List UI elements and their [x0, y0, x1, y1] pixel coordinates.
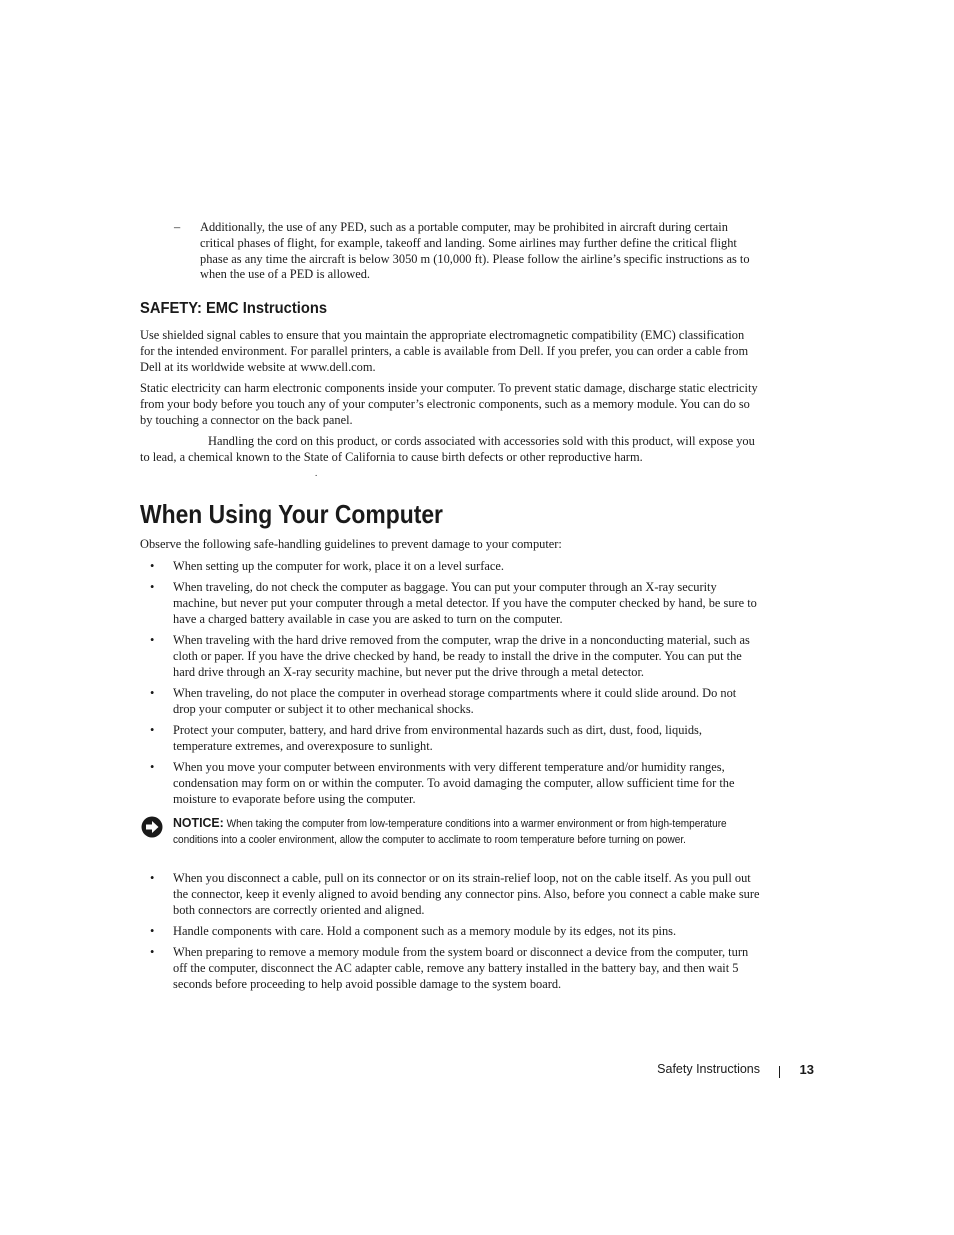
- list-item-text: When traveling, do not check the computer as baggage. You can put your computer through an X-ray security machine, but never put your computer through a metal detector. If you have the computer checked by hand, be sure to have a charged battery available in case you are asked to turn on the computer.: [173, 580, 757, 626]
- emc-paragraph-static: Static electricity can harm electronic components inside your computer. To prevent static damage, discharge static electricity from your body before you touch any of your computer’s electronic components, such as a memory module. You can do so by touching a connector on the back panel.: [140, 381, 758, 427]
- page-title: When Using Your Computer: [140, 499, 443, 529]
- list-item-text: When preparing to remove a memory module from the system board or disconnect a device from the computer, turn off the computer, disconnect the AC adapter cable, remove any battery installed in the battery bay, and then wait 5 seconds before proceeding to help avoid possible damage to the system board.: [173, 945, 749, 991]
- emc-paragraph-cables-text: Use shielded signal cables to ensure that you maintain the appropriate electromagnetic compatibility (EMC) classification for the intended environment. For parallel printers, a cable is available from Dell. If you prefer, you can order a cable from Dell at its worldwide website at: [140, 328, 749, 374]
- list-item-text: Protect your computer, battery, and hard drive from environmental hazards such as dirt, dust, food, liquids, temperature extremes, and overexposure to sunlight.: [173, 723, 702, 753]
- footer-section-title: Safety Instructions: [657, 1062, 760, 1076]
- emc-paragraph-cables-end: .: [372, 359, 376, 374]
- list-item: [140, 924, 760, 940]
- list-item-text: Handle components with care. Hold a component such as a memory module by its edges, not its pins.: [173, 923, 677, 938]
- list-item-text: When you move your computer between environments with very different temperature and/or humidity ranges, condensation may form on or within the computer. To avoid damaging the computer, allow sufficient time for the moisture to evaporate before using the computer.: [173, 760, 735, 806]
- bullet-marker: •: [150, 559, 155, 573]
- bullet-marker: •: [150, 945, 155, 960]
- list-item-text: When setting up the computer for work, place it on a level surface.: [173, 559, 504, 573]
- list-item: [140, 559, 760, 575]
- bullet-marker: •: [150, 686, 155, 701]
- list-item-text: When traveling, do not place the computer in overhead storage compartments where it could slide around. Do not drop your computer or subject it to other mechanical shocks.: [173, 686, 737, 716]
- notice-arrow-icon: [141, 816, 163, 838]
- list-item: [140, 945, 760, 992]
- bullet-marker: •: [150, 580, 155, 595]
- list-item: [140, 760, 760, 807]
- dell-website-link[interactable]: www.dell.com: [300, 359, 373, 374]
- emc-paragraph-lead-warning: Handling the cord on this product, or cords associated with accessories sold with this product, will expose you to lead, a chemical known to the State of California to cause birth defects or other reproductive harm.: [140, 434, 755, 464]
- notice-text: When taking the computer from low-temperature conditions into a warmer environment or from high-temperature conditions into a cooler environment, allow the computer to acclimate to room temperature before turning on power.: [173, 818, 727, 846]
- list-item: [140, 633, 760, 680]
- ped-dash-item: [174, 220, 764, 283]
- list-item: [140, 723, 760, 755]
- page-number: 13: [799, 1062, 814, 1077]
- page-footer: [600, 1062, 814, 1080]
- notice-box: [140, 815, 760, 848]
- emc-heading: SAFETY: EMC Instructions: [140, 300, 328, 317]
- stray-mark: .: [315, 468, 318, 478]
- bullet-marker: •: [150, 633, 155, 648]
- dash-marker: –: [174, 220, 181, 234]
- bullet-marker: •: [150, 871, 155, 885]
- list-item: [140, 871, 760, 918]
- notice-label: NOTICE:: [173, 815, 224, 830]
- list-item-text: When traveling with the hard drive removed from the computer, wrap the drive in a nonconducting material, such as cloth or paper. If you have the drive checked by hand, be ready to install the drive in the computer. You can put the hard drive through an X-ray security machine, but never put the drive through a metal detector.: [173, 633, 750, 679]
- list-item: [140, 686, 760, 718]
- list-item: [140, 580, 760, 627]
- bullet-marker: •: [150, 923, 155, 938]
- ped-text: Additionally, the use of any PED, such as a portable computer, may be prohibited in aircraft during certain critical phases of flight, for example, takeoff and landing. Some airlines may further define the critical flight phase as any time the aircraft is below 3050 m (10,000 ft). Please follow the airline’s specific instructions as to when the use of a PED is allowed.: [200, 220, 750, 282]
- notice-body: [173, 815, 762, 848]
- guidelines-list: [140, 559, 760, 813]
- bullet-marker: •: [150, 723, 155, 738]
- list-item-text: When you disconnect a cable, pull on its connector or on its strain-relief loop, not on the cable itself. As you pull out the connector, keep it evenly aligned to avoid bending any connector pins. Also, before you connect a cable make sure both connectors are correctly oriented and aligned.: [173, 871, 760, 917]
- bullet-marker: •: [150, 760, 155, 775]
- footer-separator: [779, 1066, 780, 1078]
- emc-paragraph-cables: [140, 328, 760, 375]
- intro-text: Observe the following safe-handling guidelines to prevent damage to your computer:: [140, 537, 562, 551]
- guidelines-list-continued: [140, 871, 760, 998]
